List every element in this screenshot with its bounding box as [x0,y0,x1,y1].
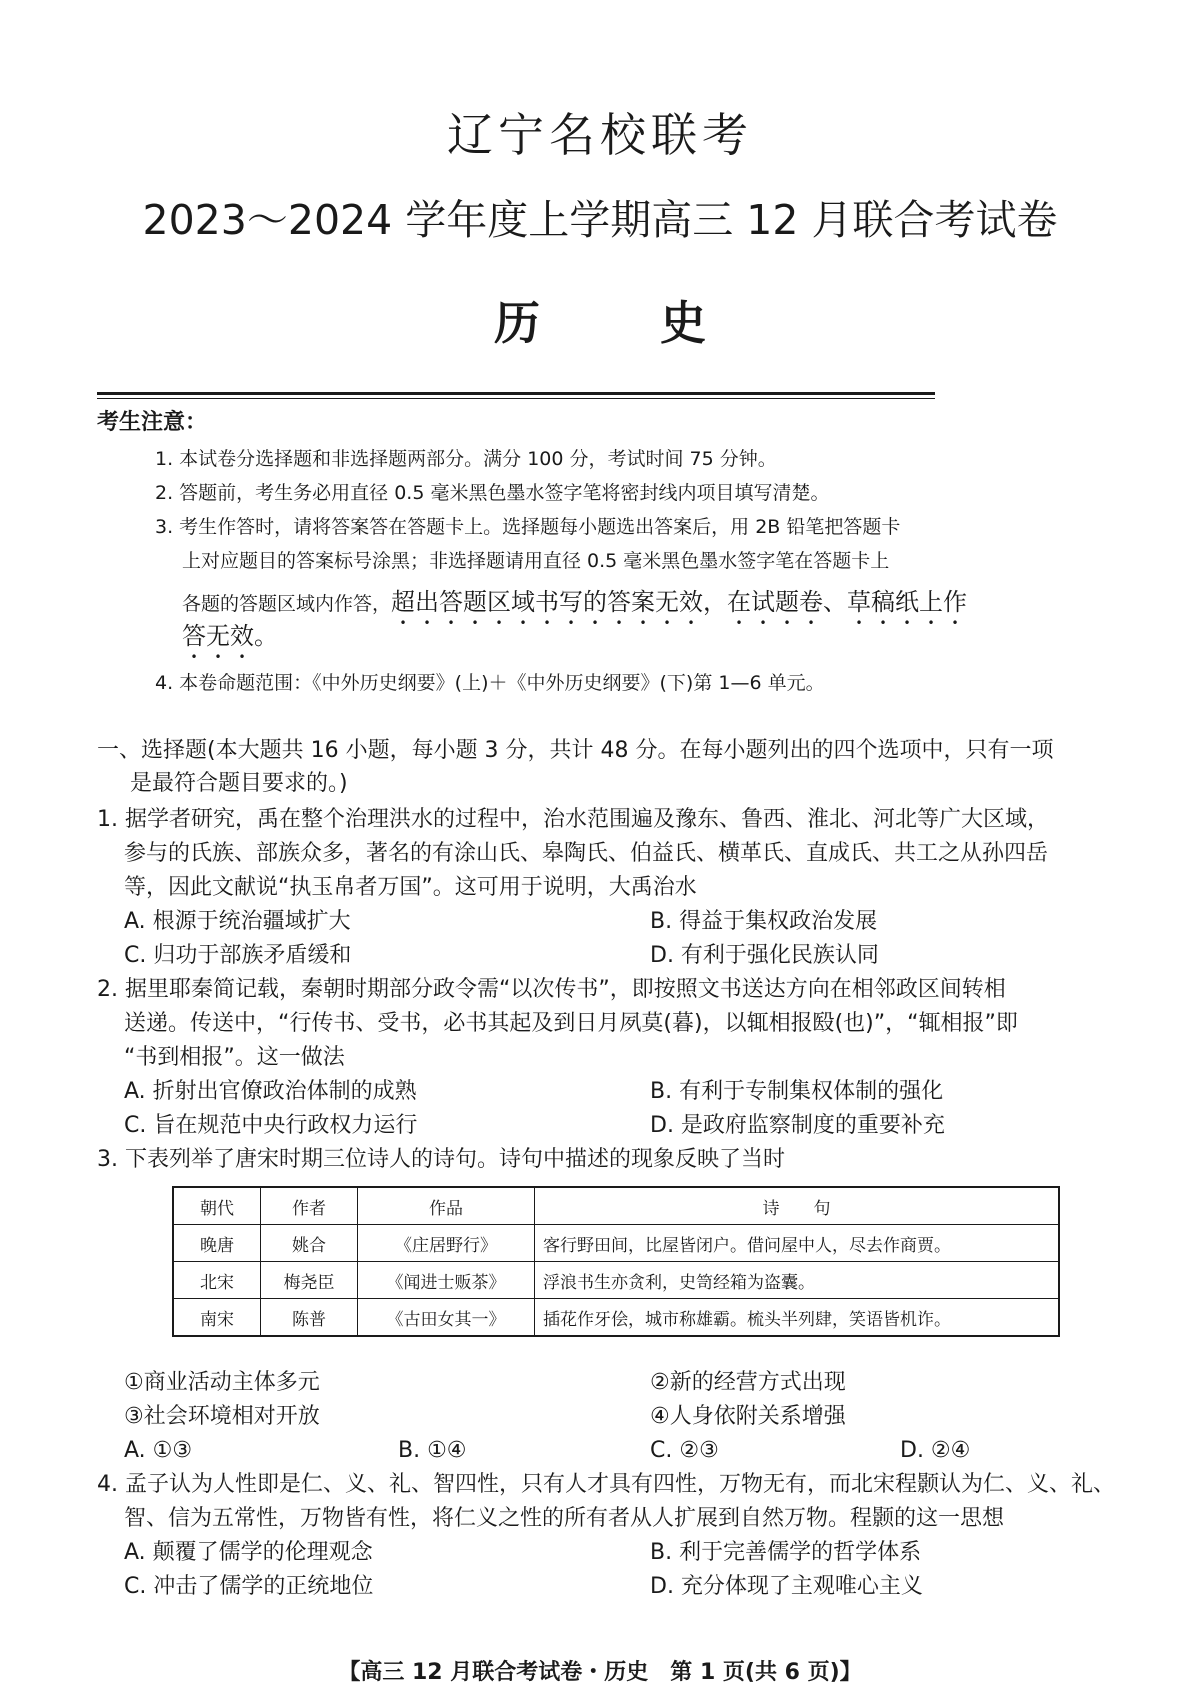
notice-heading: 考生注意： [97,410,208,435]
q4-option-b: B. 利于完善儒学的哲学体系 [650,1540,922,1565]
q3-option-a: A. ①③ [124,1438,193,1463]
q3-statement-2: ②新的经营方式出现 [650,1370,846,1395]
notice-item-3-line3-text: 各题的答题区域内作答， [182,593,392,615]
table-cell: 梅尧臣 [261,1262,358,1299]
q1-stem-line3: 等，因此文献说“执玉帛者万国”。这可用于说明，大禹治水 [124,875,697,900]
section-heading-line2: 是最符合题目要求的。) [130,771,348,796]
q1-option-d: D. 有利于强化民族认同 [650,943,879,968]
q1-option-a: A. 根源于统治疆域扩大 [124,909,351,934]
q1-option-b: B. 得益于集权政治发展 [650,909,878,934]
q4-stem-line2: 智、信为五常性，万物皆有性，将仁义之性的所有者从人扩展到自然万物。程颢的这一思想 [124,1506,1005,1531]
table-cell: 《古田女其一》 [358,1299,535,1337]
notice-item-2: 2. 答题前，考生务必用直径 0.5 毫米黑色墨水签字笔将密封线内项目填写清楚。 [155,482,830,504]
q1-stem-line1: 1. 据学者研究，禹在整个治理洪水的过程中，治水范围遍及豫东、鲁西、淮北、河北等广大区域， [97,807,1049,832]
table-cell: 《庄居野行》 [358,1225,535,1262]
table-row [173,1225,1059,1262]
subject-title: 历史 [494,296,826,350]
notice-item-3: 3. 考生作答时，请将答案答在答题卡上。选择题每小题选出答案后，用 2B 铅笔把答题卡 [155,516,901,538]
table-cell: 晚唐 [173,1225,261,1262]
q3-option-d: D. ②④ [900,1438,971,1463]
table-header-cell: 作品 [358,1187,535,1225]
notice-emphasis-end: 答无效。 [182,622,278,650]
table-header-row [173,1187,1059,1225]
notice-emphasis: 超出答题区域书写的答案无效，在试题卷、草稿纸上作 [391,588,968,616]
q2-stem-line1: 2. 据里耶秦简记载，秦朝时期部分政令需“以次传书”，即按照文书送达方向在相邻政区间转相 [97,977,1006,1002]
notice-item-3-line3 [182,588,967,630]
q3-statement-3: ③社会环境相对开放 [124,1404,320,1429]
q3-option-b: B. ①④ [398,1438,467,1463]
q2-option-c: C. 旨在规范中央行政权力运行 [124,1113,418,1138]
q2-option-b: B. 有利于专制集权体制的强化 [650,1079,944,1104]
q1-option-c: C. 归功于部族矛盾缓和 [124,943,352,968]
table-cell: 插花作牙侩，城市称雄霸。梳头半列肆，笑语皆机诈。 [535,1299,1060,1337]
q4-option-a: A. 颠覆了儒学的伦理观念 [124,1540,373,1565]
table-header-cell: 朝代 [173,1187,261,1225]
q2-stem-line2: 送递。传送中，“行传书、受书，必书其起及到日月夙莫(暮)，以辄相报殹(也)”，“辄相报”即 [124,1011,1018,1036]
table-row [173,1299,1059,1337]
notice-item-3-line2: 上对应题目的答案标号涂黑；非选择题请用直径 0.5 毫米黑色墨水签字笔在答题卡上 [182,550,890,572]
q4-option-c: C. 冲击了儒学的正统地位 [124,1574,374,1599]
table-header-cell: 诗 句 [535,1187,1060,1225]
q2-stem-line3: “书到相报”。这一做法 [124,1045,345,1070]
q3-statement-4: ④人身依附关系增强 [650,1404,846,1429]
exam-title: 2023～2024 学年度上学期高三 12 月联合考试卷 [142,196,1058,244]
q3-option-c: C. ②③ [650,1438,719,1463]
q2-option-d: D. 是政府监察制度的重要补充 [650,1113,945,1138]
table-cell: 姚合 [261,1225,358,1262]
table-cell: 客行野田间，比屋皆闭户。借问屋中人，尽去作商贾。 [535,1225,1060,1262]
q2-option-a: A. 折射出官僚政治体制的成熟 [124,1079,417,1104]
header-rule-thin [97,398,935,399]
table-cell: 浮浪书生亦贪利，史笥经箱为盗囊。 [535,1262,1060,1299]
exam-union-title: 辽宁名校联考 [447,108,753,162]
q1-stem-line2: 参与的氏族、部族众多，著名的有涂山氏、皋陶氏、伯益氏、横革氏、直成氏、共工之从孙四岳 [124,841,1049,866]
notice-item-1: 1. 本试卷分选择题和非选择题两部分。满分 100 分，考试时间 75 分钟。 [155,448,777,470]
table-header-cell: 作者 [261,1187,358,1225]
q3-stem: 3. 下表列举了唐宋时期三位诗人的诗句。诗句中描述的现象反映了当时 [97,1147,785,1172]
poem-table [172,1186,1060,1337]
q4-stem-line1: 4. 孟子认为人性即是仁、义、礼、智四性，只有人才具有四性，万物无有，而北宋程颢认为仁、义、礼、 [97,1472,1115,1497]
section-heading: 一、选择题(本大题共 16 小题，每小题 3 分，共计 48 分。在每小题列出的四个选项中，只有一项 [97,738,1054,763]
table-cell: 北宋 [173,1262,261,1299]
notice-item-4: 4. 本卷命题范围：《中外历史纲要》(上)＋《中外历史纲要》(下)第 1—6 单元。 [155,672,825,694]
table-cell: 陈普 [261,1299,358,1337]
table-cell: 《闻进士贩茶》 [358,1262,535,1299]
q3-statement-1: ①商业活动主体多元 [124,1370,320,1395]
q4-option-d: D. 充分体现了主观唯心主义 [650,1574,923,1599]
page-footer: 【高三 12 月联合考试卷・历史 第 1 页(共 6 页)】 [338,1660,862,1685]
table-row [173,1262,1059,1299]
table-cell: 南宋 [173,1299,261,1337]
header-rule-thick [97,392,935,395]
